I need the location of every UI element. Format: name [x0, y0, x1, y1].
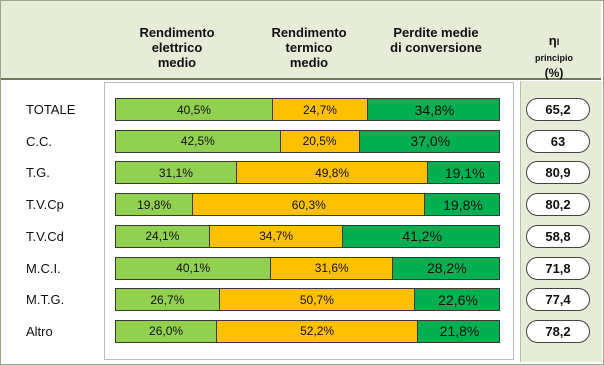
stacked-bar [115, 98, 500, 121]
category-label: M.C.I. [26, 260, 61, 276]
bar-segment-termico: 20,5% [280, 131, 359, 152]
eta-value-badge: 80,9 [526, 161, 590, 184]
bar-segment-termico: 49,8% [236, 162, 428, 183]
stacked-bar [115, 320, 500, 343]
category-label: TOTALE [26, 102, 76, 117]
eta-value-badge: 78,2 [526, 320, 590, 343]
eta-subscript: I principio [535, 37, 573, 63]
category-label: T.V.Cp [26, 197, 64, 213]
bar-segment-termico: 31,6% [270, 258, 392, 279]
eta-symbol: η [548, 33, 557, 48]
eta-value-badge: 80,2 [526, 193, 590, 216]
bar-segment-elettrico: 26,0% [116, 321, 216, 342]
bar-segment-termico: 60,3% [192, 194, 424, 215]
bar-segment-termico: 50,7% [219, 289, 414, 310]
bar-segment-elettrico: 42,5% [116, 131, 280, 152]
bar-segment-elettrico: 31,1% [116, 162, 236, 183]
bar-segment-perdite: 28,2% [392, 258, 500, 279]
bar-segment-termico: 34,7% [209, 226, 343, 247]
stacked-bar [115, 193, 500, 216]
bar-segment-perdite: 19,8% [424, 194, 500, 215]
stacked-bar [115, 257, 500, 280]
bar-segment-perdite: 34,8% [367, 99, 500, 120]
stacked-bar [115, 225, 500, 248]
bar-segment-elettrico: 40,5% [116, 99, 272, 120]
category-label: T.V.Cd [26, 228, 64, 244]
header-eta [532, 33, 576, 81]
header-rendimento-termico: Rendimento termico medio [271, 25, 347, 70]
stacked-bar [115, 288, 500, 311]
stacked-bar [115, 161, 500, 184]
eta-value-badge: 71,8 [526, 257, 590, 280]
bar-segment-perdite: 21,8% [417, 321, 500, 342]
bar-segment-perdite: 22,6% [414, 289, 500, 310]
bar-plot-area [104, 82, 514, 360]
category-label: C.C. [26, 133, 52, 149]
eta-value-badge: 77,4 [526, 288, 590, 311]
category-label: T.G. [26, 165, 50, 181]
bar-segment-perdite: 37,0% [359, 131, 500, 152]
header-rendimento-elettrico: Rendimento elettrico medio [139, 25, 215, 70]
eta-unit: (%) [544, 66, 564, 80]
bar-segment-elettrico: 26,7% [116, 289, 219, 310]
bar-segment-elettrico: 40,1% [116, 258, 270, 279]
eta-value-badge: 63 [526, 130, 590, 153]
bar-segment-perdite: 41,2% [342, 226, 500, 247]
bar-segment-termico: 24,7% [272, 99, 367, 120]
header-row [1, 1, 601, 80]
eta-value-badge: 65,2 [526, 98, 590, 121]
header-perdite-medie: Perdite medie di conversione [390, 25, 482, 55]
stacked-bar [115, 130, 500, 153]
category-label: M.T.G. [26, 292, 65, 308]
eta-value-badge: 58,8 [526, 225, 590, 248]
bar-segment-elettrico: 24,1% [116, 226, 209, 247]
category-label: Altro [26, 323, 53, 339]
bar-segment-elettrico: 19,8% [116, 194, 192, 215]
bar-segment-termico: 52,2% [216, 321, 417, 342]
bar-segment-perdite: 19,1% [427, 162, 500, 183]
